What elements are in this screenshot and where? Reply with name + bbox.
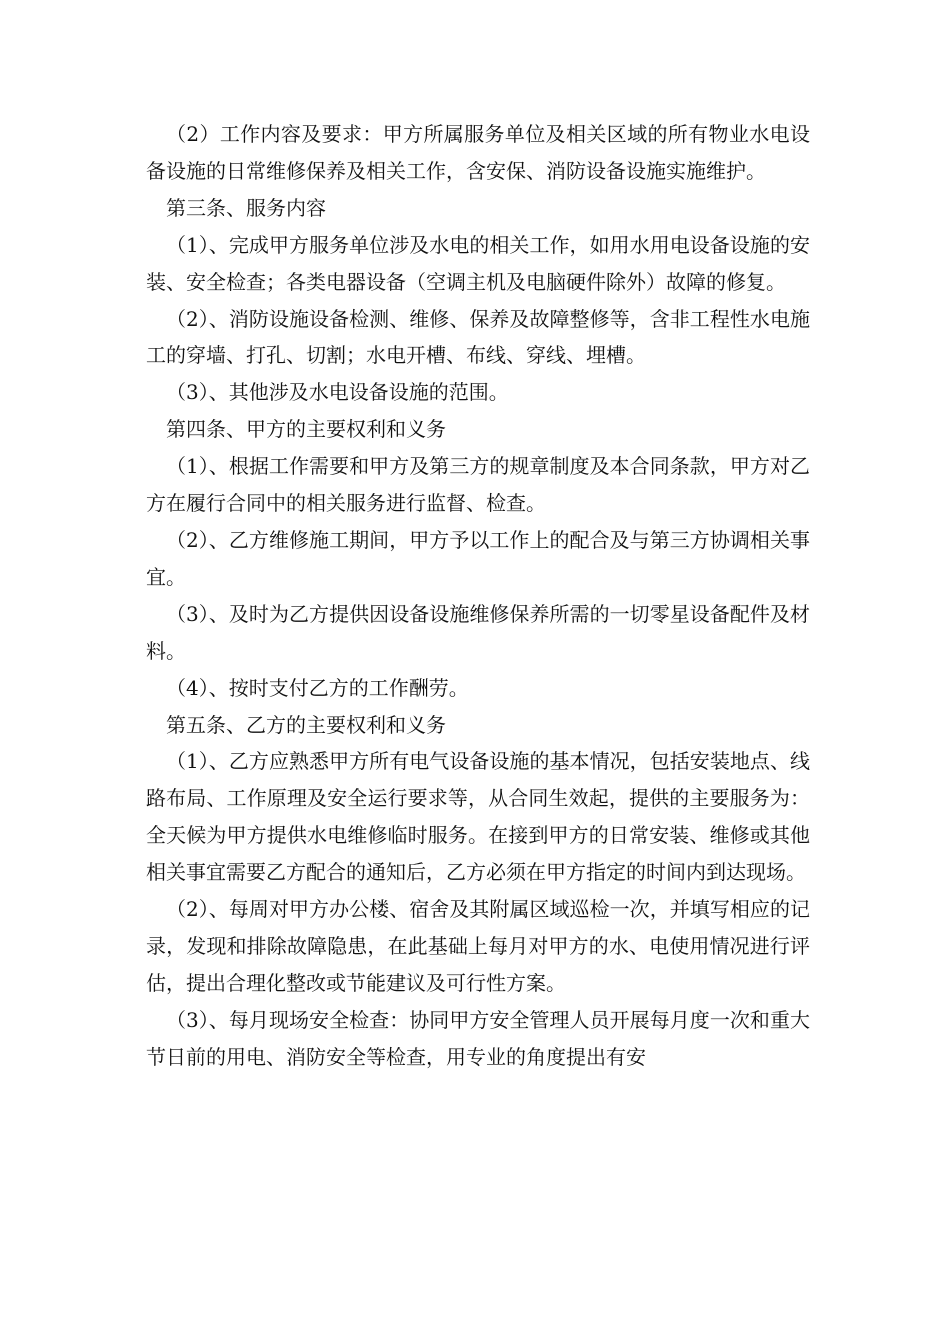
heading-article-5: 第五条、乙方的主要权利和义务: [166, 712, 446, 737]
heading-article-4: 第四条、甲方的主要权利和义务: [166, 417, 446, 442]
paragraph-article-4-item-1: （1）、根据工作需要和甲方及第三方的规章制度及本合同条款，甲方对乙方在履行合同中的相关服务进行监督、检查。: [146, 454, 810, 516]
paragraph-article-3-item-1: （1）、完成甲方服务单位涉及水电的相关工作，如用水用电设备设施的安装、安全检查；各类电器设备（空调主机及电脑硬件除外）故障的修复。: [146, 232, 810, 294]
paragraph-article-4-item-4: （4）、按时支付乙方的工作酬劳。: [166, 675, 469, 700]
paragraph-article-5-item-3: （3）、每月现场安全检查：协同甲方安全管理人员开展每月度一次和重大节日前的用电、消防安全等检查，用专业的角度提出有安: [146, 1007, 810, 1069]
paragraph-work-content: （2）工作内容及要求：甲方所属服务单位及相关区域的所有物业水电设备设施的日常维修保养及相关工作，含安保、消防设备设施实施维护。: [146, 122, 810, 183]
paragraph-article-5-item-1: （1）、乙方应熟悉甲方所有电气设备设施的基本情况，包括安装地点、线路布局、工作原理及安全运行要求等，从合同生效起，提供的主要服务为：全天候为甲方提供水电维修临时服务。在接到甲方的日常安装、维修或其他相关事宜需要乙方配合的通知后，乙方必须在甲方指定的时间内到达现场。: [146, 749, 810, 885]
document-body: [146, 116, 810, 1076]
paragraph-article-4-item-3: （3）、及时为乙方提供因设备设施维修保养所需的一切零星设备配件及材料。: [146, 601, 810, 663]
paragraph-article-3-item-3: （3）、其他涉及水电设备设施的范围。: [166, 380, 509, 405]
heading-article-3: 第三条、服务内容: [166, 195, 326, 220]
paragraph-article-3-item-2: （2）、消防设施设备检测、维修、保养及故障整修等，含非工程性水电施工的穿墙、打孔、切割；水电开槽、布线、穿线、埋槽。: [146, 306, 810, 368]
paragraph-article-4-item-2: （2）、乙方维修施工期间，甲方予以工作上的配合及与第三方协调相关事宜。: [146, 527, 810, 589]
paragraph-article-5-item-2: （2）、每周对甲方办公楼、宿舍及其附属区域巡检一次，并填写相应的记录，发现和排除故障隐患，在此基础上每月对甲方的水、电使用情况进行评估，提出合理化整改或节能建议及可行性方案。: [146, 897, 810, 995]
